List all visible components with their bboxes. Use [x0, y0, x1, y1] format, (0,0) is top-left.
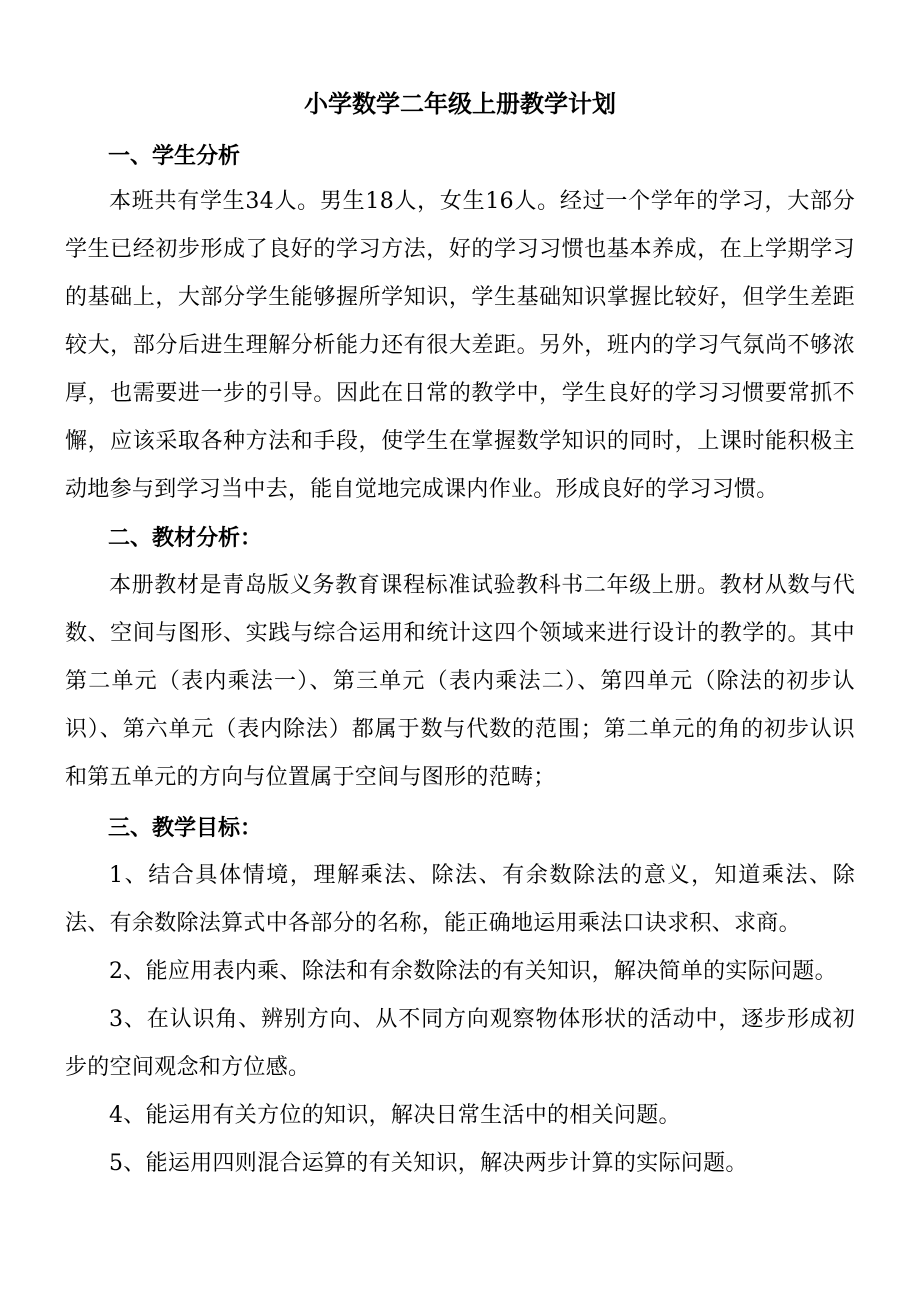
section-heading-teaching-goals: 三、教学目标： [108, 815, 263, 841]
teaching-goal-item: 1、结合具体情境，理解乘法、除法、有余数除法的意义，知道乘法、除法、有余数除法算式中各部分的名称，能正确地运用乘法口诀求积、求商。 [65, 863, 855, 936]
teaching-goal-item: 5、能运用四则混合运算的有关知识，解决两步计算的实际问题。 [109, 1151, 748, 1176]
teaching-goal-item: 2、能应用表内乘、除法和有余数除法的有关知识，解决简单的实际问题。 [109, 959, 837, 984]
section-heading-textbook-analysis: 二、教材分析： [108, 525, 263, 551]
teaching-goal-item: 3、在认识角、辨别方向、从不同方向观察物体形状的活动中，逐步形成初步的空间观念和方位感。 [65, 1007, 855, 1080]
section-heading-student-analysis: 一、学生分析 [108, 143, 241, 169]
teaching-goal-item: 4、能运用有关方位的知识，解决日常生活中的相关问题。 [109, 1103, 681, 1128]
student-analysis-paragraph: 本班共有学生34人。男生18人，女生16人。经过一个学年的学习，大部分学生已经初步形成了良好的学习方法，好的学习习惯也基本养成，在上学期学习的基础上，大部分学生能够握所学知识，学生基础知识掌握比较好，但学生差距较大，部分后进生理解分析能力还有很大差距。另外，班内的学习气氛尚不够浓厚，也需要进一步的引导。因此在日常的教学中，学生良好的学习习惯要常抓不懈，应该采取各种方法和手段，使学生在掌握数学知识的同时，上课时能积极主动地参与到学习当中去，能自觉地完成课内作业。形成良好的学习习惯。 [65, 189, 855, 502]
textbook-analysis-paragraph: 本册教材是青岛版义务教育课程标准试验教科书二年级上册。教材从数与代数、空间与图形、实践与综合运用和统计这四个领域来进行设计的教学的。其中第二单元（表内乘法一）、第三单元（表内乘法二）、第四单元（除法的初步认识）、第六单元（表内除法）都属于数与代数的范围；第二单元的角的初步认识和第五单元的方向与位置属于空间与图形的范畴； [65, 573, 855, 790]
document-title: 小学数学二年级上册教学计划 [304, 89, 616, 118]
